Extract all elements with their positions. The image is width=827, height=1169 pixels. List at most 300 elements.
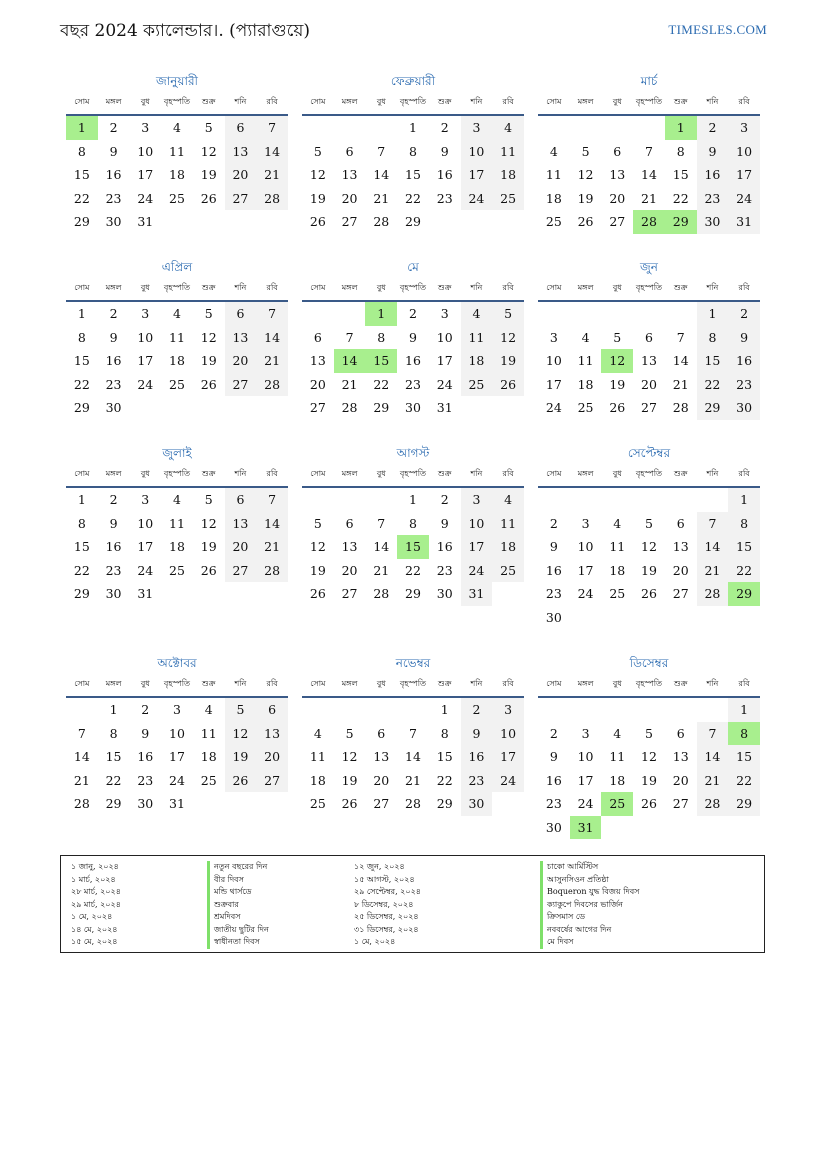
day-cell: 24 — [577, 586, 594, 601]
holiday-day-cell: 31 — [570, 816, 602, 840]
month-name: ফেব্রুয়ারী — [390, 74, 436, 88]
weekday-label: রবি — [738, 679, 750, 688]
day-cell: 31 — [461, 582, 493, 606]
day-cell: 24 — [169, 772, 185, 788]
day-cell: 9 — [440, 515, 449, 531]
day-cell: 18 — [169, 353, 185, 368]
empty-day-cell — [697, 488, 729, 512]
month-name: জানুয়ারী — [156, 74, 198, 88]
day-cell: 3 — [461, 116, 493, 140]
empty-day-cell — [365, 488, 397, 512]
weekday-label: বুধ — [612, 679, 622, 688]
day-cell: 27 — [256, 769, 288, 793]
day-cell: 17 — [137, 167, 154, 182]
day-cell: 19 — [200, 539, 217, 554]
day-grid — [66, 488, 288, 606]
day-cell: 24 — [461, 187, 493, 211]
day-cell: 28 — [256, 187, 288, 211]
day-grid — [302, 302, 524, 420]
empty-day-cell — [334, 488, 366, 512]
day-cell: 11 — [169, 143, 185, 159]
empty-day-cell — [538, 488, 570, 512]
legend-holiday-name: Boqueron যুদ্ধ বিজয় দিবস — [540, 886, 754, 899]
day-cell: 12 — [492, 326, 524, 350]
day-cell: 18 — [609, 562, 626, 578]
day-cell: 26 — [641, 586, 657, 601]
day-cell: 25 — [461, 373, 493, 397]
weekday-label: রবি — [266, 679, 278, 688]
month-block — [66, 654, 288, 864]
weekday-label: শুক্র — [673, 283, 688, 292]
day-cell: 2 — [109, 492, 118, 507]
weekday-label: বৃহস্পতি — [163, 97, 191, 106]
day-cell: 21 — [373, 190, 390, 206]
day-cell: 26 — [225, 769, 257, 793]
empty-day-cell — [570, 488, 602, 512]
empty-day-cell — [397, 698, 429, 722]
day-cell: 5 — [645, 725, 653, 741]
legend-dates-1 — [71, 861, 207, 949]
day-cell: 28 — [373, 586, 390, 601]
day-cell: 27 — [225, 187, 257, 211]
day-cell: 28 — [405, 796, 421, 811]
weekday-header — [66, 672, 288, 698]
day-cell: 6 — [676, 725, 685, 741]
day-cell: 16 — [728, 349, 760, 373]
day-cell: 9 — [440, 143, 449, 159]
weekday-label: বুধ — [376, 679, 386, 688]
day-cell: 29 — [73, 586, 90, 601]
weekday-label: মঙ্গল — [341, 679, 358, 688]
day-cell: 6 — [225, 488, 257, 512]
month-block — [302, 654, 524, 864]
day-cell: 11 — [609, 539, 626, 554]
weekday-label: মঙ্গল — [577, 97, 594, 106]
month-name: সেপ্টেম্বর — [627, 446, 671, 460]
day-cell: 9 — [697, 140, 729, 164]
day-cell: 25 — [609, 586, 626, 601]
day-cell: 24 — [461, 559, 493, 583]
day-cell: 24 — [728, 187, 760, 211]
legend-holiday-name: ক্যাকুপে দিবসের ভার্জিন — [540, 899, 754, 912]
legend-dates-2 — [354, 861, 540, 949]
day-cell: 8 — [409, 143, 417, 159]
weekday-header — [66, 276, 288, 302]
day-cell: 2 — [409, 306, 417, 321]
day-cell: 8 — [77, 515, 86, 531]
day-cell: 6 — [676, 515, 685, 531]
day-cell: 19 — [309, 190, 326, 206]
empty-day-cell — [66, 698, 98, 722]
day-cell: 20 — [256, 745, 288, 769]
weekday-label: শুক্র — [673, 469, 688, 478]
empty-day-cell — [538, 302, 570, 326]
day-cell: 24 — [137, 190, 154, 206]
weekday-label: শুক্র — [673, 679, 688, 688]
weekday-label: সোম — [546, 97, 562, 106]
day-cell: 4 — [173, 492, 181, 507]
day-cell: 26 — [200, 190, 217, 206]
legend-holiday-name: নববর্ষের আগের দিন — [540, 924, 754, 937]
weekday-label: সোম — [310, 97, 326, 106]
weekday-label: বৃহস্পতি — [399, 283, 427, 292]
day-cell: 9 — [109, 143, 118, 159]
day-cell: 22 — [728, 769, 760, 793]
day-cell: 3 — [549, 329, 558, 345]
day-cell: 17 — [436, 353, 453, 368]
day-cell: 27 — [609, 214, 626, 229]
day-cell: 15 — [73, 353, 90, 368]
empty-day-cell — [334, 698, 366, 722]
holiday-day-cell: 1 — [365, 302, 397, 326]
day-cell: 29 — [436, 796, 453, 811]
weekday-label: বৃহস্পতি — [163, 679, 191, 688]
day-cell: 19 — [225, 745, 257, 769]
day-cell: 23 — [461, 769, 493, 793]
weekday-label: রবি — [266, 97, 278, 106]
weekday-label: সোম — [546, 469, 562, 478]
day-cell: 8 — [377, 329, 386, 345]
day-cell: 10 — [137, 515, 154, 531]
day-cell: 1 — [409, 492, 417, 507]
empty-day-cell — [334, 116, 366, 140]
day-cell: 11 — [492, 140, 524, 164]
day-cell: 25 — [492, 187, 524, 211]
day-cell: 7 — [676, 329, 685, 345]
day-cell: 5 — [204, 492, 213, 507]
day-cell: 26 — [309, 214, 326, 229]
day-cell: 30 — [728, 396, 760, 420]
weekday-label: মঙ্গল — [341, 469, 358, 478]
empty-day-cell — [538, 116, 570, 140]
day-cell: 16 — [545, 772, 562, 788]
day-cell: 13 — [672, 749, 689, 764]
day-cell: 15 — [672, 167, 689, 182]
day-cell: 5 — [345, 725, 354, 741]
day-cell: 11 — [200, 725, 217, 741]
day-grid — [538, 116, 760, 234]
day-cell: 25 — [200, 772, 217, 788]
day-cell: 16 — [436, 167, 453, 182]
day-grid — [66, 698, 288, 816]
weekday-label: মঙ্গল — [105, 283, 122, 292]
day-grid — [302, 116, 524, 234]
weekday-label: রবি — [738, 283, 750, 292]
empty-day-cell — [697, 698, 729, 722]
day-cell: 8 — [440, 725, 449, 741]
legend-holiday-name: আসুনসিওন প্রতিষ্ঠা — [540, 874, 754, 887]
empty-day-cell — [302, 116, 334, 140]
day-cell: 8 — [77, 143, 86, 159]
day-cell: 13 — [225, 326, 257, 350]
day-cell: 9 — [409, 329, 417, 345]
empty-day-cell — [633, 488, 665, 512]
day-cell: 31 — [728, 210, 760, 234]
weekday-label: শুক্র — [201, 469, 216, 478]
day-cell: 25 — [169, 376, 185, 392]
day-cell: 29 — [405, 214, 421, 229]
month-block — [302, 444, 524, 654]
legend-holiday-name: মন্ডি থার্সডে — [207, 886, 354, 899]
weekday-label: বৃহস্পতি — [635, 97, 663, 106]
legend-holiday-name: বীর দিবস — [207, 874, 354, 887]
day-cell: 21 — [73, 772, 90, 788]
day-cell: 22 — [73, 376, 90, 392]
empty-day-cell — [334, 302, 366, 326]
day-cell: 16 — [137, 749, 154, 764]
day-cell: 4 — [173, 306, 181, 321]
day-cell: 31 — [137, 586, 154, 601]
month-block — [302, 72, 524, 258]
day-cell: 19 — [609, 376, 626, 392]
day-cell: 3 — [492, 698, 524, 722]
day-cell: 2 — [549, 515, 558, 531]
holiday-day-cell: 1 — [66, 116, 98, 140]
weekday-header — [66, 90, 288, 116]
day-cell: 28 — [341, 400, 358, 415]
weekday-label: শুক্র — [437, 679, 452, 688]
month-name: মার্চ — [640, 74, 658, 88]
day-cell: 30 — [545, 819, 562, 835]
weekday-label: শনি — [470, 97, 483, 106]
legend-holiday-name: শ্রমদিবস — [207, 911, 354, 924]
month-block — [66, 258, 288, 444]
day-cell: 1 — [728, 698, 760, 722]
day-cell: 6 — [377, 725, 386, 741]
day-cell: 28 — [373, 214, 390, 229]
day-cell: 29 — [373, 400, 390, 415]
legend-date: ২৮ মার্চ, ২০২৪ — [71, 887, 121, 896]
day-cell: 13 — [225, 512, 257, 536]
legend-date: ২৯ মার্চ, ২০২৪ — [71, 899, 121, 909]
day-cell: 4 — [204, 702, 213, 717]
weekday-label: মঙ্গল — [577, 469, 594, 478]
empty-day-cell — [570, 698, 602, 722]
day-cell: 2 — [697, 116, 729, 140]
weekday-label: মঙ্গল — [577, 283, 594, 292]
day-cell: 14 — [73, 749, 90, 764]
day-grid — [302, 698, 524, 816]
day-cell: 24 — [137, 562, 154, 578]
weekday-label: শনি — [234, 283, 247, 292]
legend-date: ১ মার্চ, ২০২৪ — [71, 874, 116, 884]
weekday-label: বুধ — [140, 469, 150, 478]
day-cell: 13 — [641, 353, 657, 368]
weekday-label: বৃহস্পতি — [635, 679, 663, 688]
day-cell: 12 — [309, 167, 326, 182]
day-cell: 18 — [309, 772, 326, 788]
weekday-label: সোম — [310, 283, 326, 292]
day-cell: 23 — [137, 772, 154, 788]
day-cell: 5 — [204, 306, 213, 321]
day-cell: 12 — [641, 749, 657, 764]
legend-date: ১ জানু, ২০২৪ — [71, 862, 119, 871]
day-cell: 15 — [73, 539, 90, 554]
day-cell: 22 — [436, 772, 453, 788]
day-cell: 20 — [341, 190, 358, 206]
legend-date: ৮ ডিসেম্বর, ২০২৪ — [354, 899, 414, 909]
site-link[interactable]: TIMESLES.COM — [668, 22, 767, 37]
weekday-label: মঙ্গল — [577, 679, 594, 688]
weekday-header — [538, 276, 760, 302]
day-cell: 3 — [141, 492, 150, 507]
day-cell: 16 — [405, 353, 421, 368]
day-cell: 21 — [672, 376, 689, 392]
months-grid — [66, 72, 760, 864]
empty-day-cell — [601, 488, 633, 512]
weekday-label: বৃহস্পতি — [163, 469, 191, 478]
day-grid — [302, 488, 524, 606]
weekday-label: মঙ্গল — [105, 97, 122, 106]
day-cell: 12 — [200, 515, 217, 531]
weekday-label: শনি — [234, 469, 247, 478]
day-cell: 3 — [461, 488, 493, 512]
day-cell: 21 — [341, 376, 358, 392]
day-cell: 13 — [225, 140, 257, 164]
day-cell: 30 — [545, 609, 562, 625]
weekday-label: বৃহস্পতি — [399, 469, 427, 478]
day-grid — [66, 302, 288, 420]
day-cell: 26 — [609, 400, 626, 415]
day-grid — [66, 116, 288, 234]
legend-holiday-name: শুক্রবার — [207, 899, 354, 912]
day-cell: 21 — [256, 535, 288, 559]
empty-day-cell — [665, 488, 697, 512]
day-cell: 11 — [169, 515, 185, 531]
day-cell: 23 — [405, 376, 421, 392]
day-cell: 20 — [309, 376, 326, 392]
weekday-label: মঙ্গল — [105, 469, 122, 478]
day-cell: 11 — [609, 749, 626, 764]
day-cell: 5 — [225, 698, 257, 722]
day-cell: 14 — [697, 745, 729, 769]
day-cell: 26 — [641, 796, 657, 811]
day-cell: 30 — [461, 792, 493, 816]
holiday-day-cell: 8 — [728, 722, 760, 746]
day-cell: 11 — [545, 167, 562, 182]
day-grid — [538, 302, 760, 420]
weekday-label: শুক্র — [437, 469, 452, 478]
day-cell: 26 — [492, 373, 524, 397]
day-cell: 11 — [169, 329, 185, 345]
day-cell: 18 — [169, 539, 185, 554]
day-cell: 25 — [545, 214, 562, 229]
day-cell: 23 — [105, 562, 122, 578]
day-cell: 25 — [169, 562, 185, 578]
weekday-label: শুক্র — [201, 679, 216, 688]
day-cell: 15 — [105, 749, 122, 764]
holiday-day-cell: 14 — [334, 349, 366, 373]
day-cell: 16 — [105, 167, 122, 182]
day-grid — [538, 698, 760, 839]
month-block — [538, 444, 760, 654]
day-cell: 8 — [109, 725, 118, 741]
day-cell: 22 — [405, 562, 421, 578]
day-cell: 18 — [200, 749, 217, 764]
day-cell: 30 — [105, 400, 122, 415]
day-cell: 22 — [73, 190, 90, 206]
day-cell: 26 — [200, 376, 217, 392]
day-cell: 21 — [373, 562, 390, 578]
day-cell: 25 — [577, 400, 594, 415]
day-cell: 16 — [697, 163, 729, 187]
empty-day-cell — [302, 698, 334, 722]
day-cell: 12 — [341, 749, 358, 764]
day-cell: 14 — [672, 353, 689, 368]
day-cell: 6 — [345, 143, 354, 159]
month-name: জুলাই — [162, 446, 192, 460]
day-cell: 24 — [577, 796, 594, 811]
day-cell: 18 — [461, 349, 493, 373]
day-cell: 25 — [492, 559, 524, 583]
legend-date: ২৫ ডিসেম্বর, ২০২৪ — [354, 912, 419, 921]
day-cell: 30 — [697, 210, 729, 234]
day-cell: 15 — [436, 749, 453, 764]
day-cell: 20 — [225, 163, 257, 187]
legend-date: ৩১ ডিসেম্বর, ২০২৪ — [354, 924, 419, 934]
day-cell: 20 — [373, 772, 390, 788]
weekday-label: বৃহস্পতি — [163, 283, 191, 292]
weekday-label: শনি — [706, 97, 719, 106]
weekday-label: বৃহস্পতি — [635, 469, 663, 478]
empty-day-cell — [601, 116, 633, 140]
weekday-label: রবি — [738, 97, 750, 106]
day-cell: 28 — [256, 373, 288, 397]
day-cell: 13 — [609, 167, 626, 182]
day-cell: 16 — [461, 745, 493, 769]
day-cell: 9 — [461, 722, 493, 746]
day-cell: 4 — [613, 515, 622, 531]
day-cell: 17 — [461, 535, 493, 559]
day-cell: 10 — [492, 722, 524, 746]
weekday-label: বুধ — [612, 469, 622, 478]
legend-holiday-name: মে দিবস — [540, 936, 754, 949]
day-grid — [538, 488, 760, 629]
day-cell: 6 — [645, 329, 653, 345]
day-cell: 2 — [728, 302, 760, 326]
holiday-day-cell: 29 — [665, 210, 697, 234]
weekday-label: বুধ — [612, 283, 622, 292]
day-cell: 19 — [492, 349, 524, 373]
day-cell: 27 — [225, 559, 257, 583]
weekday-label: শুক্র — [201, 283, 216, 292]
day-cell: 7 — [377, 143, 386, 159]
day-cell: 13 — [373, 749, 390, 764]
day-cell: 19 — [577, 190, 594, 206]
weekday-label: রবি — [502, 469, 514, 478]
day-cell: 4 — [492, 488, 524, 512]
weekday-label: শনি — [470, 469, 483, 478]
weekday-label: বুধ — [612, 97, 622, 106]
day-cell: 17 — [461, 163, 493, 187]
day-cell: 27 — [225, 373, 257, 397]
empty-day-cell — [365, 698, 397, 722]
month-name: নভেম্বর — [395, 656, 431, 670]
weekday-label: রবি — [502, 283, 514, 292]
weekday-label: শুক্র — [437, 283, 452, 292]
day-cell: 14 — [256, 326, 288, 350]
holiday-day-cell: 15 — [397, 535, 429, 559]
day-cell: 13 — [341, 167, 358, 182]
day-cell: 23 — [105, 376, 122, 392]
weekday-header — [538, 672, 760, 698]
day-cell: 20 — [672, 772, 689, 788]
weekday-label: সোম — [546, 679, 562, 688]
day-cell: 2 — [109, 120, 118, 135]
day-cell: 29 — [697, 396, 729, 420]
day-cell: 8 — [728, 512, 760, 536]
weekday-label: শনি — [234, 97, 247, 106]
